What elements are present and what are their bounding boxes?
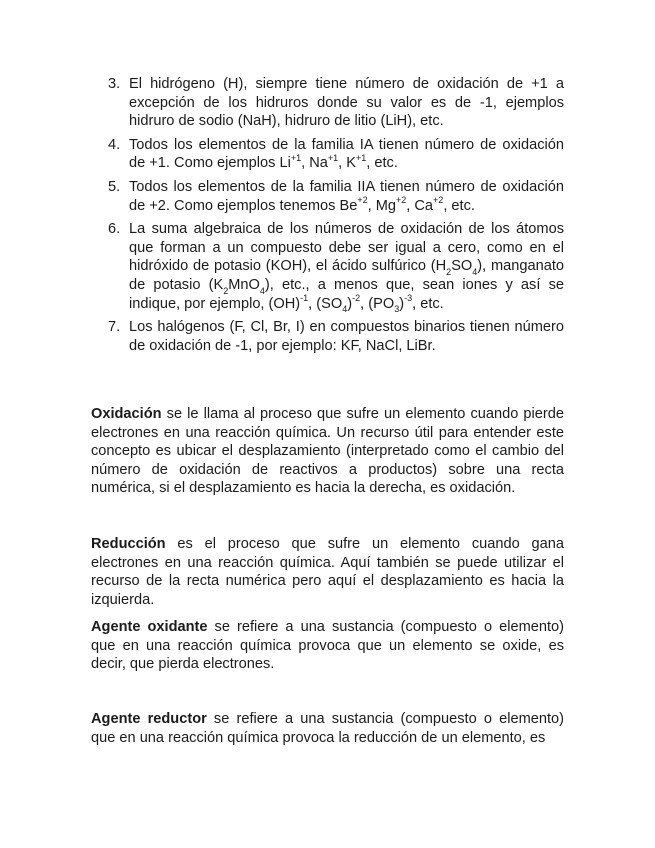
list-item-text: La suma algebraica de los números de oxidación de los átomos que forman a un compuesto debe ser igual a cero, como en el hidróxido de potasio (KOH), el ácido sulfúrico $(H_2SO_4)$, manganato de potasio $(K_2MnO_4)$, etc., a menos que, sean iones y así se indique, por ejemplo, (OH)$^{-1}$, $(SO_4)^{-2}$, $(PO_3)^{-3}$, etc. [129, 221, 564, 315]
list-item-text: Todos los elementos de la familia IIA tienen número de oxidación de +2. Como ejemplos tenemos $Be^{+2}$, $Mg^{+2}$, $Ca^{+2}$, etc. [129, 178, 564, 214]
term-agente-reductor: Agente reductor [91, 711, 207, 727]
paragraph-agente-oxidante: Agente oxidante se refiere a una sustancia (compuesto o elemento) que en una reacción química provoca que un elemento se oxide, es decir, que pierda electrones. [91, 619, 564, 673]
paragraph-oxidacion: Oxidación se le llama al proceso que sufre un elemento cuando pierde electrones en una reacción química. Un recurso útil para entender este concepto es ubicar el desplazamiento (interpretado como el cambio del número de oxidación de reactivos a productos) sobre una recta numérica, si el desplazamiento es hacia la derecha, es oxidación. [91, 406, 564, 497]
list-item [108, 136, 564, 173]
list-item-text: El hidrógeno (H), siempre tiene número de oxidación de +1 a excepción de los hidruros donde su valor es de -1, ejemplos hidruro de sodio (NaH), hidruro de litio (LiH), etc. [129, 76, 564, 130]
rules-list [108, 75, 564, 360]
list-item [108, 75, 564, 131]
list-item [108, 220, 564, 313]
list-item-text: Los halógenos (F, Cl, Br, I) en compuestos binarios tienen número de oxidación de -1, por ejemplo: KF, NaCl, LiBr. [129, 319, 564, 354]
term-oxidacion: Oxidación [91, 406, 162, 422]
list-number: 7. [108, 319, 121, 336]
list-number: 5. [108, 178, 121, 195]
list-item [108, 178, 564, 215]
list-number: 4. [108, 136, 121, 153]
list-number: 6. [108, 221, 121, 238]
list-number: 3. [108, 76, 121, 92]
list-item-text: Todos los elementos de la familia IA tienen número de oxidación de +1. Como ejemplos $Li^{+1}$, $Na^{+1}$, $K^{+1}$, etc. [129, 136, 564, 172]
term-agente-oxidante: Agente oxidante [91, 619, 208, 635]
paragraph-agente-reductor: Agente reductor se refiere a una sustancia (compuesto o elemento) que en una reacción química provoca la reducción de un elemento, es [91, 711, 565, 746]
paragraph-reduccion: Reducción es el proceso que sufre un elemento cuando gana electrones en una reacción química. Aquí también se puede utilizar el recurso de la recta numérica pero aquí el desplazamiento es hacia la izquierda. [91, 536, 564, 608]
list-item [108, 318, 564, 355]
term-reduccion: Reducción [91, 536, 166, 552]
